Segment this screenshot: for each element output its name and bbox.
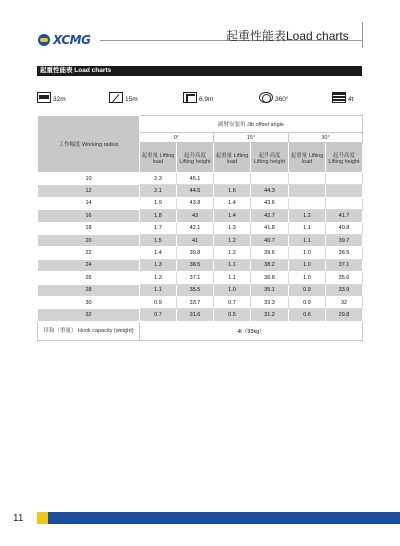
xcmg-logo-icon [38,34,50,46]
load-cell: 0.6 [289,309,326,321]
height-cell: 31.6 [177,309,214,321]
load-cell: 1.0 [289,259,326,271]
height-cell: 33.9 [326,284,363,296]
load-cell: 1.4 [214,210,251,222]
spec-value: 32m [53,96,66,103]
height-cell: 38.5 [326,247,363,259]
jib-icon [183,92,197,103]
page-title: 起重性能表Load charts [226,29,349,43]
load-cell: 0.9 [289,296,326,308]
height-cell: 31.2 [251,309,289,321]
spec-value: 360° [275,96,289,103]
height-cell: 38.5 [177,259,214,271]
height-cell: 41.8 [251,222,289,234]
height-cell: 35.6 [326,272,363,284]
height-cell: 33.7 [177,296,214,308]
height-cell: 39.7 [326,234,363,246]
load-cell: 0.7 [214,296,251,308]
load-cell: 1.9 [140,197,177,209]
load-chart-body [38,173,363,322]
height-cell: 42.7 [251,210,289,222]
height-cell: 37.1 [326,259,363,271]
logo-text: XCMG [53,33,91,47]
load-cell [214,173,251,185]
table-row [38,234,363,246]
load-cell: 0.7 [140,309,177,321]
load-cell: 1.1 [140,284,177,296]
lifting-height-header: 起升高度 Lifting height [177,143,214,173]
spec-value: 15m [125,96,138,103]
table-row [38,284,363,296]
height-cell: 43 [177,210,214,222]
load-cell [289,173,326,185]
radius-cell: 20 [38,234,140,246]
radius-cell: 14 [38,197,140,209]
spec-main-boom [37,92,66,103]
load-cell: 1.1 [289,234,326,246]
table-row [38,185,363,197]
table-row [38,247,363,259]
load-cell: 1.1 [289,222,326,234]
crane-icon [37,92,51,103]
spec-value: 4t [348,96,354,103]
load-cell: 1.8 [140,210,177,222]
radius-cell: 26 [38,272,140,284]
load-cell: 1.1 [214,272,251,284]
lifting-load-header: 起重量 Lifting load [289,143,326,173]
angle-header: 0° [140,133,214,143]
page-number: 11 [13,513,24,524]
load-cell: 1.2 [289,210,326,222]
table-row [38,272,363,284]
height-cell: 33.3 [251,296,289,308]
load-cell: 1.5 [140,234,177,246]
radius-cell: 32 [38,309,140,321]
rotation-icon [259,92,273,103]
table-row [38,296,363,308]
footer-accent-blue [48,512,400,524]
height-cell: 40.8 [326,222,363,234]
radius-cell: 12 [38,185,140,197]
radius-cell: 10 [38,173,140,185]
radius-header: 工作幅度 Working radius [38,116,140,173]
hook-capacity-label: 吊钩（重量） Hook capacity (weight) [38,321,140,340]
height-cell: 42.1 [177,222,214,234]
load-cell: 1.0 [289,247,326,259]
height-cell: 37.1 [177,272,214,284]
radius-cell: 24 [38,259,140,271]
angle-header: 30° [289,133,363,143]
spec-rotation [259,92,288,103]
header-vertical-divider [362,22,363,48]
table-row [38,259,363,271]
lifting-height-header: 起升高度 Lifting height [326,143,363,173]
height-cell: 35.5 [177,284,214,296]
jib-offset-header: 副臂安装角 Jib offset angle [140,116,363,133]
height-cell: 44.5 [177,185,214,197]
radius-cell: 18 [38,222,140,234]
load-cell: 1.2 [214,234,251,246]
load-cell: 2.3 [140,173,177,185]
load-cell: 0.5 [214,309,251,321]
load-cell: 1.0 [214,284,251,296]
radius-cell: 28 [38,284,140,296]
load-cell: 1.6 [214,185,251,197]
load-cell: 1.0 [289,272,326,284]
height-cell: 29.8 [326,309,363,321]
table-row [38,197,363,209]
load-cell [289,185,326,197]
load-chart-table [37,115,363,341]
height-cell: 44.3 [251,185,289,197]
height-cell: 32 [326,296,363,308]
lifting-load-header: 起重量 Lifting load [214,143,251,173]
height-cell: 41.7 [326,210,363,222]
load-cell: 0.9 [140,296,177,308]
height-cell: 45.1 [177,173,214,185]
spec-jib-length [109,92,138,103]
boom-angle-icon [109,92,123,103]
height-cell: 43.8 [177,197,214,209]
spec-value: 6.9m [199,96,214,103]
load-cell: 1.1 [214,259,251,271]
xcmg-logo [38,33,90,47]
table-row [38,222,363,234]
table-row [38,210,363,222]
height-cell: 38.2 [251,259,289,271]
height-cell: 39.8 [177,247,214,259]
radius-cell: 16 [38,210,140,222]
angle-header: 15° [214,133,289,143]
height-cell: 39.6 [251,247,289,259]
spec-counterweight [332,92,353,103]
height-cell: 43.6 [251,197,289,209]
load-cell: 1.7 [140,222,177,234]
section-title-bar: 起重性能表 Load charts [37,66,362,76]
height-cell: 41 [177,234,214,246]
height-cell: 40.7 [251,234,289,246]
load-cell: 1.4 [140,247,177,259]
lifting-height-header: 起升高度 Lifting height [251,143,289,173]
table-row [38,173,363,185]
radius-cell: 30 [38,296,140,308]
load-cell: 1.3 [140,259,177,271]
height-cell [326,197,363,209]
load-cell: 1.3 [214,222,251,234]
hook-capacity-value: 4t（93kg） [140,321,363,340]
load-cell: 1.4 [214,197,251,209]
lifting-load-header: 起重量 Lifting load [140,143,177,173]
footer-accent-yellow [37,512,48,524]
radius-cell: 22 [38,247,140,259]
load-cell [289,197,326,209]
counterweight-icon [332,92,346,103]
height-cell: 35.1 [251,284,289,296]
table-row [38,309,363,321]
height-cell [326,173,363,185]
load-cell: 1.3 [140,272,177,284]
height-cell: 36.8 [251,272,289,284]
load-cell: 0.9 [289,284,326,296]
load-cell: 1.2 [214,247,251,259]
load-cell: 2.1 [140,185,177,197]
page-header [0,0,400,50]
height-cell [251,173,289,185]
spec-icons-row [37,92,362,106]
spec-jib-offset [183,92,213,103]
height-cell [326,185,363,197]
